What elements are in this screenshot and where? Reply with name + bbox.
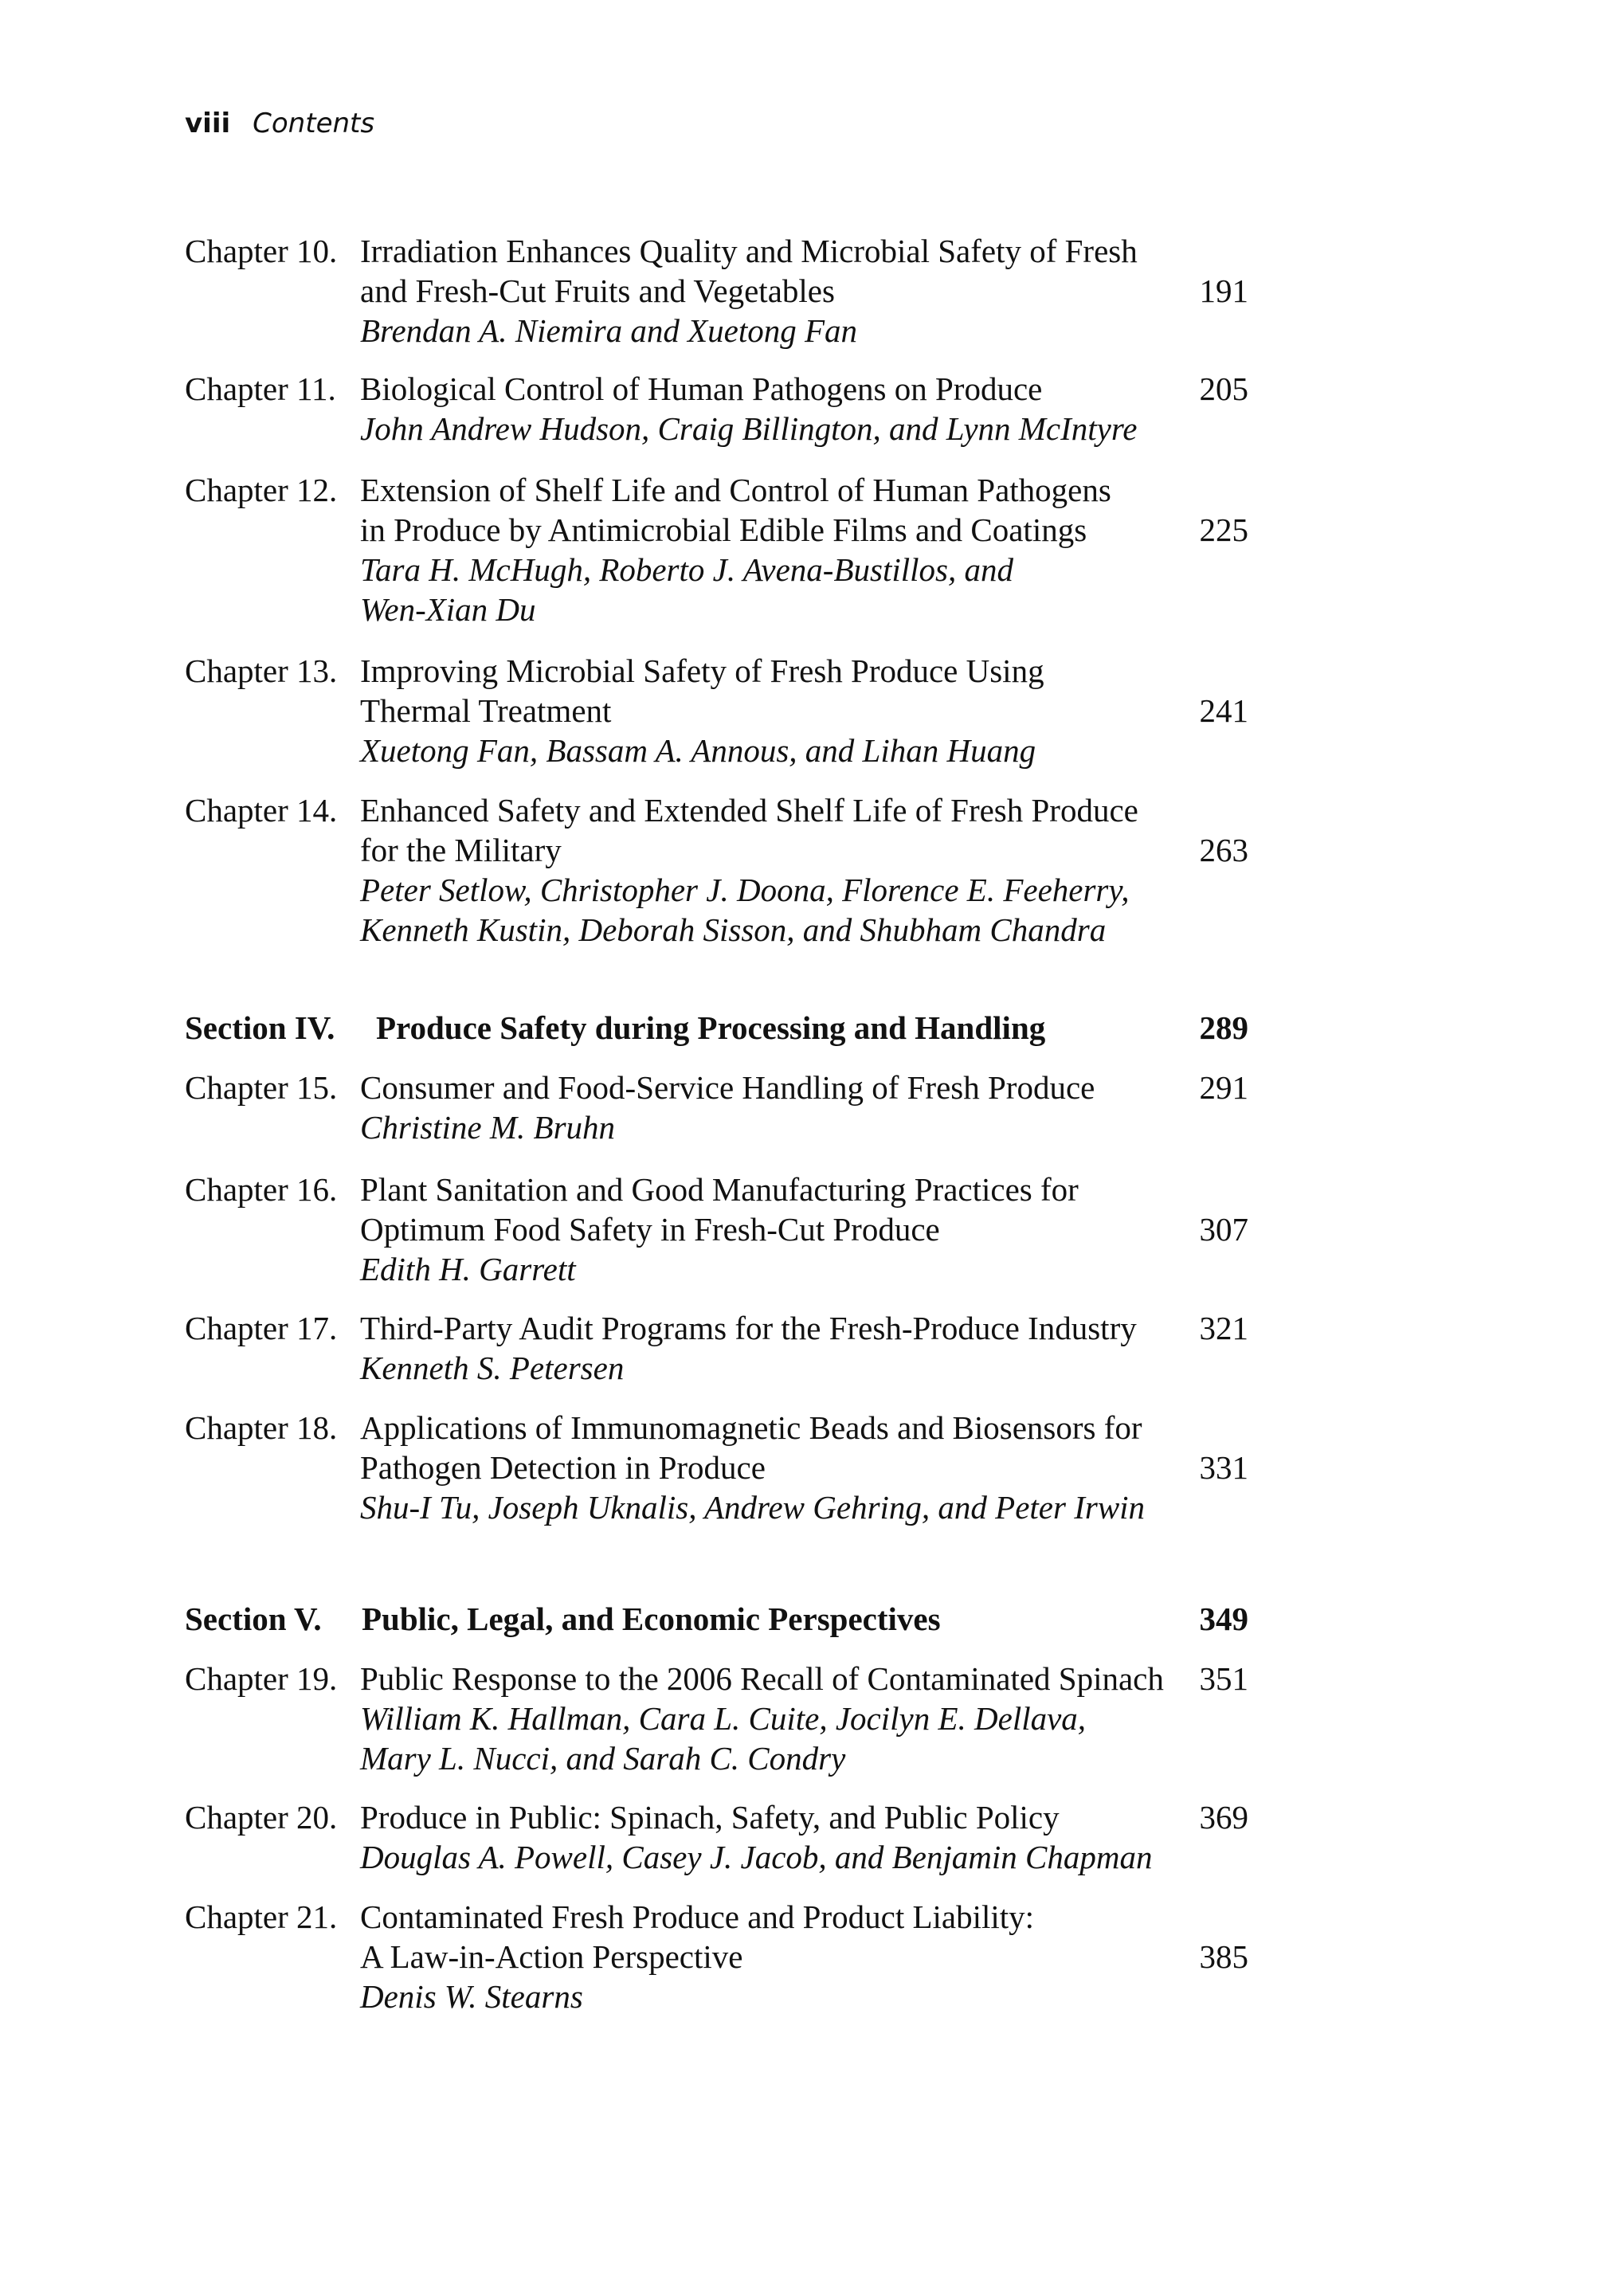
section-label: Section V. — [185, 1601, 322, 1637]
chapter-label: Chapter 10. — [185, 233, 338, 269]
chapter-text — [360, 651, 1236, 770]
chapter-title-line: Pathogen Detection in Produce — [360, 1449, 766, 1486]
chapter-label: Chapter 20. — [185, 1799, 338, 1836]
running-header — [185, 110, 374, 137]
chapter-authors-line: Wen-Xian Du — [360, 591, 536, 628]
chapter-text — [360, 1897, 1236, 2016]
page-number-ref: 191 — [1199, 272, 1248, 309]
chapter-text — [360, 1068, 1236, 1147]
chapter-authors-line: Edith H. Garrett — [360, 1251, 576, 1287]
chapter-title-line: Extension of Shelf Life and Control of Human Pathogens — [360, 472, 1111, 508]
chapter-text — [360, 369, 1236, 449]
section-text — [362, 1599, 1238, 1639]
chapter-title-line: Biological Control of Human Pathogens on Produce — [360, 370, 1043, 407]
section-text — [376, 1008, 1252, 1048]
chapter-title-line: for the Military — [360, 832, 562, 868]
chapter-label: Chapter 13. — [185, 652, 338, 689]
chapter-title-line: Applications of Immunomagnetic Beads and Biosensors for — [360, 1409, 1142, 1446]
chapter-authors-line: Peter Setlow, Christopher J. Doona, Florence E. Feeherry, — [360, 872, 1130, 908]
chapter-label: Chapter 18. — [185, 1409, 338, 1446]
page-number-ref: 225 — [1199, 511, 1248, 548]
chapter-title-line: Produce in Public: Spinach, Safety, and Public Policy — [360, 1799, 1060, 1836]
page-number-ref: 351 — [1199, 1660, 1248, 1697]
chapter-label: Chapter 11. — [185, 370, 336, 407]
chapter-text — [360, 790, 1236, 950]
chapter-authors-line: Brendan A. Niemira and Xuetong Fan — [360, 312, 858, 349]
chapter-text — [360, 1797, 1236, 1877]
page-number-ref: 307 — [1199, 1211, 1248, 1248]
chapter-authors-line: Tara H. McHugh, Roberto J. Avena-Bustillos, and — [360, 551, 1013, 588]
chapter-title-line: Irradiation Enhances Quality and Microbial Safety of Fresh — [360, 233, 1138, 269]
chapter-text — [360, 470, 1236, 629]
page-number-ref: 205 — [1199, 370, 1248, 407]
page-number-ref: 369 — [1199, 1799, 1248, 1836]
chapter-title-line: Third-Party Audit Programs for the Fresh-Produce Industry — [360, 1310, 1137, 1346]
page-number-ref: 241 — [1199, 692, 1248, 729]
chapter-title-line: Improving Microbial Safety of Fresh Produce Using — [360, 652, 1044, 689]
chapter-authors-line: Xuetong Fan, Bassam A. Annous, and Lihan Huang — [360, 732, 1036, 769]
chapter-label: Chapter 16. — [185, 1171, 338, 1208]
page-number-ref: 385 — [1199, 1938, 1248, 1975]
chapter-authors-line: Shu-I Tu, Joseph Uknalis, Andrew Gehring, and Peter Irwin — [360, 1489, 1146, 1526]
page-number-ref: 321 — [1199, 1310, 1248, 1346]
page-number-ref: 291 — [1199, 1069, 1248, 1106]
chapter-title-line: in Produce by Antimicrobial Edible Films and Coatings — [360, 511, 1087, 548]
chapter-text — [360, 231, 1236, 351]
chapter-title-line: Plant Sanitation and Good Manufacturing Practices for — [360, 1171, 1079, 1208]
chapter-title-line: Consumer and Food-Service Handling of Fresh Produce — [360, 1069, 1095, 1106]
chapter-label: Chapter 19. — [185, 1660, 338, 1697]
chapter-title-line: Thermal Treatment — [360, 692, 612, 729]
chapter-text — [360, 1308, 1236, 1388]
page-number-ref: 263 — [1199, 832, 1248, 868]
chapter-authors-line: John Andrew Hudson, Craig Billington, and Lynn McIntyre — [360, 410, 1138, 447]
chapter-text — [360, 1170, 1236, 1289]
chapter-label: Chapter 21. — [185, 1898, 338, 1935]
chapter-authors-line: William K. Hallman, Cara L. Cuite, Jocilyn E. Dellava, — [360, 1700, 1087, 1737]
section-title-line: Produce Safety during Processing and Handling — [376, 1009, 1046, 1046]
chapter-authors-line: Kenneth Kustin, Deborah Sisson, and Shubham Chandra — [360, 911, 1107, 948]
chapter-label: Chapter 14. — [185, 792, 338, 829]
running-title: Contents — [253, 108, 375, 139]
chapter-title-line: Enhanced Safety and Extended Shelf Life of Fresh Produce — [360, 792, 1138, 829]
chapter-authors-line: Christine M. Bruhn — [360, 1109, 616, 1146]
chapter-title-line: Optimum Food Safety in Fresh-Cut Produce — [360, 1211, 940, 1248]
chapter-title-line: and Fresh-Cut Fruits and Vegetables — [360, 272, 835, 309]
page-number-ref: 349 — [1199, 1601, 1248, 1637]
section-label: Section IV. — [185, 1009, 335, 1046]
chapter-title-line: Public Response to the 2006 Recall of Contaminated Spinach — [360, 1660, 1164, 1697]
chapter-label: Chapter 12. — [185, 472, 338, 508]
chapter-label: Chapter 17. — [185, 1310, 338, 1346]
section-title-line: Public, Legal, and Economic Perspectives — [362, 1601, 941, 1637]
chapter-text — [360, 1408, 1236, 1527]
chapter-title-line: A Law-in-Action Perspective — [360, 1938, 743, 1975]
page-number: viii — [185, 108, 231, 139]
page-number-ref: 289 — [1199, 1009, 1248, 1046]
chapter-title-line: Contaminated Fresh Produce and Product Liability: — [360, 1898, 1035, 1935]
page-number-ref: 331 — [1199, 1449, 1248, 1486]
chapter-authors-line: Denis W. Stearns — [360, 1978, 583, 2015]
chapter-authors-line: Kenneth S. Petersen — [360, 1350, 625, 1386]
chapter-authors-line: Douglas A. Powell, Casey J. Jacob, and Benjamin Chapman — [360, 1839, 1153, 1875]
chapter-label: Chapter 15. — [185, 1069, 338, 1106]
chapter-authors-line: Mary L. Nucci, and Sarah C. Condry — [360, 1740, 846, 1777]
chapter-text — [360, 1659, 1236, 1778]
